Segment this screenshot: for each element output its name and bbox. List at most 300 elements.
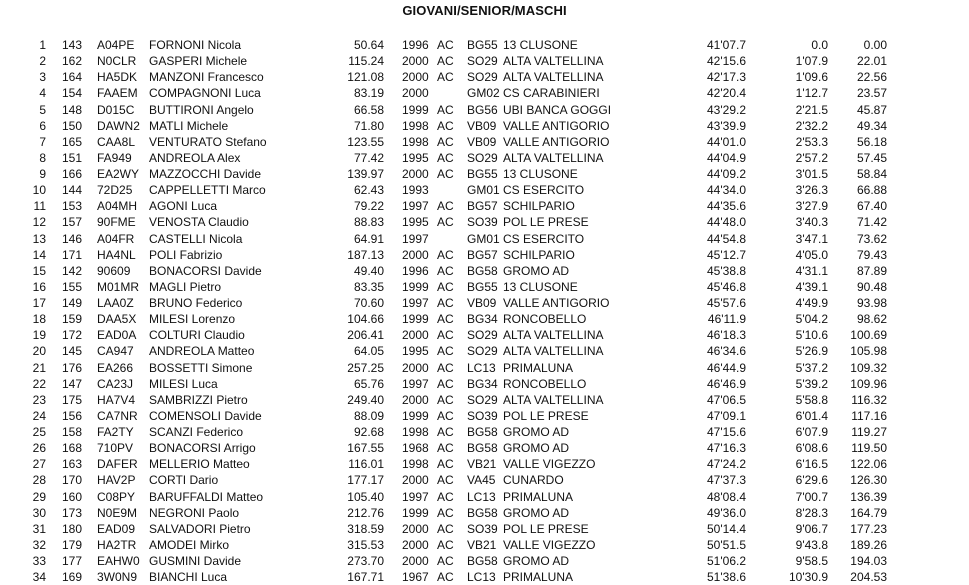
bib-number-cell: 150 (61, 118, 82, 133)
fis-code-cell: FA949 (97, 150, 132, 165)
club-code-cell: GM01 (467, 231, 500, 246)
gap-cell: 5'26.9 (795, 344, 828, 359)
gap-cell: 3'47.1 (795, 231, 828, 246)
table-row (0, 198, 969, 214)
club-name-cell: GROMO AD (503, 441, 570, 456)
bib-number-cell: 177 (61, 554, 82, 568)
table-row (0, 392, 969, 408)
table-row (0, 521, 969, 537)
fis-code-cell: DAFER (97, 457, 138, 472)
bib-number-cell: 153 (61, 199, 82, 214)
category-cell: AC (437, 521, 454, 536)
fis-code-cell: HA4NL (97, 247, 136, 262)
bib-number-cell: 163 (61, 457, 82, 472)
points-cell: 121.08 (347, 70, 384, 85)
club-code-cell: GM01 (467, 183, 500, 198)
bib-number-cell: 170 (61, 473, 82, 488)
fis-code-cell: 72D25 (97, 183, 133, 198)
fis-code-cell: 3W0N9 (97, 570, 138, 585)
bib-number-cell: 172 (61, 328, 82, 343)
time-cell: 47'24.2 (707, 457, 746, 472)
table-row (0, 343, 969, 359)
results-table (0, 37, 969, 585)
fis-code-cell: CA23J (97, 376, 134, 391)
athlete-name-cell: BIANCHI Luca (149, 570, 228, 585)
bib-number-cell: 155 (61, 279, 82, 294)
club-name-cell: RONCOBELLO (503, 312, 587, 327)
points-cell: 212.76 (347, 505, 384, 520)
points-cell: 187.13 (347, 247, 384, 262)
time-cell: 46'11.9 (707, 312, 746, 327)
bib-number-cell: 151 (61, 150, 82, 165)
birth-year-cell: 1997 (402, 296, 429, 310)
bib-number-cell: 143 (61, 38, 82, 52)
time-cell: 49'36.0 (707, 505, 746, 520)
club-name-cell: VALLE ANTIGORIO (503, 118, 610, 133)
club-code-cell: BG58 (467, 441, 498, 456)
time-cell: 44'54.8 (707, 231, 746, 246)
points-cell: 257.25 (347, 360, 384, 375)
gap-cell: 9'58.5 (795, 554, 828, 568)
fis-code-cell: 90609 (97, 263, 131, 278)
fis-code-cell: EAD0A (97, 328, 137, 343)
gap-points-cell: 189.26 (850, 537, 887, 552)
category-cell: AC (437, 408, 454, 423)
club-name-cell: VALLE ANTIGORIO (503, 296, 610, 310)
club-code-cell: LC13 (467, 570, 496, 585)
gap-points-cell: 56.18 (856, 134, 887, 149)
athlete-name-cell: AGONI Luca (149, 199, 218, 214)
bib-number-cell: 164 (61, 70, 82, 85)
gap-cell: 6'07.9 (795, 425, 828, 439)
bib-number-cell: 158 (61, 425, 82, 439)
birth-year-cell: 1999 (402, 279, 429, 294)
athlete-name-cell: BARUFFALDI Matteo (149, 489, 264, 504)
gap-cell: 6'01.4 (795, 408, 828, 423)
category-cell: AC (437, 537, 454, 552)
club-name-cell: ALTA VALTELLINA (503, 70, 604, 85)
time-cell: 44'09.2 (707, 167, 746, 181)
club-name-cell: ALTA VALTELLINA (503, 344, 604, 359)
gap-cell: 2'57.2 (795, 150, 828, 165)
gap-cell: 6'08.6 (795, 441, 828, 456)
gap-cell: 4'39.1 (795, 279, 828, 294)
fis-code-cell: HA7V4 (97, 392, 136, 407)
bib-number-cell: 162 (61, 54, 82, 69)
fis-code-cell: EAHW0 (97, 554, 140, 568)
gap-points-cell: 119.50 (851, 441, 887, 456)
category-cell: AC (437, 570, 454, 585)
club-code-cell: BG56 (467, 102, 498, 117)
bib-number-cell: 147 (61, 376, 82, 391)
position-cell: 34 (32, 570, 46, 585)
gap-cell: 4'31.1 (795, 263, 828, 278)
fis-code-cell: N0E9M (97, 505, 138, 520)
time-cell: 46'34.6 (707, 344, 746, 359)
bib-number-cell: 154 (61, 86, 82, 101)
points-cell: 249.40 (347, 392, 384, 407)
category-cell: AC (437, 167, 454, 181)
birth-year-cell: 2000 (402, 554, 429, 568)
gap-points-cell: 105.98 (850, 344, 887, 359)
time-cell: 48'08.4 (707, 489, 746, 504)
club-name-cell: CS ESERCITO (503, 231, 585, 246)
fis-code-cell: LAA0Z (97, 296, 134, 310)
category-cell: AC (437, 199, 454, 214)
birth-year-cell: 2000 (402, 473, 429, 488)
gap-points-cell: 49.34 (856, 118, 887, 133)
birth-year-cell: 1997 (402, 489, 429, 504)
gap-points-cell: 0.00 (863, 38, 887, 52)
fis-code-cell: DAWN2 (97, 118, 140, 133)
birth-year-cell: 1999 (402, 312, 429, 327)
bib-number-cell: 169 (61, 570, 82, 585)
birth-year-cell: 2000 (402, 86, 429, 101)
table-row (0, 182, 969, 198)
table-row (0, 311, 969, 327)
category-cell: AC (437, 279, 454, 294)
points-cell: 273.70 (347, 554, 384, 568)
club-name-cell: ALTA VALTELLINA (503, 54, 604, 69)
athlete-name-cell: CORTI Dario (149, 473, 219, 488)
birth-year-cell: 1998 (402, 425, 429, 439)
position-cell: 27 (32, 457, 46, 472)
position-cell: 4 (39, 86, 46, 101)
club-name-cell: GROMO AD (503, 425, 570, 439)
gap-points-cell: 204.53 (850, 570, 887, 585)
category-cell: AC (437, 457, 454, 472)
category-cell: AC (437, 70, 454, 85)
gap-points-cell: 90.48 (856, 279, 887, 294)
athlete-name-cell: VENTURATO Stefano (149, 134, 267, 149)
category-cell: AC (437, 376, 454, 391)
time-cell: 44'01.0 (707, 134, 746, 149)
bib-number-cell: 160 (61, 489, 82, 504)
athlete-name-cell: MAZZOCCHI Davide (149, 167, 262, 181)
gap-cell: 0.0 (811, 38, 828, 52)
club-code-cell: SO29 (467, 392, 498, 407)
table-row (0, 134, 969, 150)
athlete-name-cell: NEGRONI Paolo (149, 505, 240, 520)
birth-year-cell: 2000 (402, 54, 429, 69)
birth-year-cell: 1997 (402, 231, 429, 246)
time-cell: 43'39.9 (707, 118, 746, 133)
fis-code-cell: CAA8L (97, 134, 136, 149)
club-name-cell: ALTA VALTELLINA (503, 150, 604, 165)
athlete-name-cell: GUSMINI Davide (149, 554, 242, 568)
category-cell: AC (437, 296, 454, 310)
birth-year-cell: 1997 (402, 376, 429, 391)
bib-number-cell: 175 (61, 392, 82, 407)
club-code-cell: BG58 (467, 425, 498, 439)
gap-cell: 3'26.3 (795, 183, 828, 198)
gap-cell: 2'21.5 (795, 102, 828, 117)
points-cell: 167.71 (347, 570, 384, 585)
points-cell: 64.05 (353, 344, 384, 359)
table-row (0, 456, 969, 472)
time-cell: 51'38.6 (707, 570, 746, 585)
position-cell: 1 (39, 38, 46, 52)
time-cell: 42'20.4 (707, 86, 746, 101)
time-cell: 46'18.3 (707, 328, 746, 343)
time-cell: 44'48.0 (707, 215, 746, 230)
points-cell: 206.41 (347, 328, 384, 343)
points-cell: 177.17 (347, 473, 384, 488)
points-cell: 115.24 (348, 54, 384, 69)
position-cell: 22 (32, 376, 46, 391)
gap-points-cell: 66.88 (856, 183, 887, 198)
points-cell: 64.91 (353, 231, 384, 246)
gap-cell: 4'05.0 (795, 247, 828, 262)
bib-number-cell: 148 (61, 102, 82, 117)
category-cell: AC (437, 215, 454, 230)
position-cell: 18 (32, 312, 46, 327)
gap-points-cell: 57.45 (856, 150, 887, 165)
gap-points-cell: 136.39 (850, 489, 887, 504)
gap-cell: 2'32.2 (795, 118, 828, 133)
fis-code-cell: N0CLR (97, 54, 137, 69)
gap-cell: 10'30.9 (789, 570, 828, 585)
fis-code-cell: C08PY (97, 489, 136, 504)
gap-points-cell: 126.30 (850, 473, 887, 488)
category-cell: AC (437, 134, 454, 149)
category-cell: AC (437, 473, 454, 488)
gap-points-cell: 122.06 (850, 457, 887, 472)
time-cell: 50'14.4 (707, 521, 746, 536)
points-cell: 318.59 (347, 521, 384, 536)
table-row (0, 472, 969, 488)
points-cell: 123.55 (347, 134, 384, 149)
club-name-cell: UBI BANCA GOGGI (503, 102, 612, 117)
gap-points-cell: 119.27 (851, 425, 887, 439)
club-name-cell: SCHILPARIO (503, 199, 575, 214)
gap-points-cell: 87.89 (856, 263, 887, 278)
time-cell: 45'38.8 (707, 263, 746, 278)
position-cell: 11 (33, 199, 46, 214)
position-cell: 33 (32, 554, 46, 568)
category-cell: AC (437, 263, 454, 278)
athlete-name-cell: BRUNO Federico (149, 296, 243, 310)
bib-number-cell: 145 (61, 344, 82, 359)
gap-cell: 1'07.9 (795, 54, 828, 69)
club-name-cell: GROMO AD (503, 554, 570, 568)
time-cell: 46'44.9 (707, 360, 746, 375)
club-code-cell: BG58 (467, 505, 498, 520)
club-code-cell: SO29 (467, 150, 498, 165)
position-cell: 31 (32, 521, 46, 536)
gap-cell: 5'39.2 (795, 376, 828, 391)
birth-year-cell: 1995 (402, 150, 429, 165)
table-row (0, 231, 969, 247)
gap-points-cell: 67.40 (856, 199, 887, 214)
club-code-cell: BG57 (467, 199, 498, 214)
points-cell: 104.66 (347, 312, 384, 327)
athlete-name-cell: COLTURI Claudio (149, 328, 245, 343)
time-cell: 51'06.2 (707, 554, 746, 568)
gap-points-cell: 58.84 (856, 167, 887, 181)
birth-year-cell: 1998 (402, 118, 429, 133)
gap-points-cell: 73.62 (856, 231, 887, 246)
birth-year-cell: 2000 (402, 70, 429, 85)
table-row (0, 85, 969, 101)
club-code-cell: BG55 (467, 38, 498, 52)
bib-number-cell: 166 (61, 167, 82, 181)
position-cell: 25 (32, 425, 46, 439)
fis-code-cell: CA7NR (97, 408, 138, 423)
table-row (0, 327, 969, 343)
position-cell: 8 (39, 150, 46, 165)
club-code-cell: GM02 (467, 86, 500, 101)
club-name-cell: VALLE VIGEZZO (503, 537, 596, 552)
club-code-cell: SO29 (467, 344, 498, 359)
table-row (0, 37, 969, 53)
birth-year-cell: 1995 (402, 215, 429, 230)
birth-year-cell: 1967 (402, 570, 429, 585)
time-cell: 47'15.6 (707, 425, 746, 439)
points-cell: 88.09 (353, 408, 384, 423)
position-cell: 24 (32, 408, 46, 423)
gap-points-cell: 177.23 (850, 521, 887, 536)
birth-year-cell: 2000 (402, 392, 429, 407)
time-cell: 45'12.7 (707, 247, 746, 262)
table-row (0, 279, 969, 295)
club-name-cell: GROMO AD (503, 263, 570, 278)
athlete-name-cell: CAPPELLETTI Marco (149, 183, 266, 198)
points-cell: 83.35 (353, 279, 384, 294)
points-cell: 65.76 (353, 376, 384, 391)
category-cell: AC (437, 150, 454, 165)
athlete-name-cell: BONACORSI Davide (149, 263, 262, 278)
gap-cell: 9'43.8 (795, 537, 828, 552)
position-cell: 9 (39, 167, 46, 181)
gap-cell: 3'01.5 (795, 167, 828, 181)
table-row (0, 440, 969, 456)
athlete-name-cell: MANZONI Francesco (149, 70, 264, 85)
club-code-cell: BG34 (467, 312, 498, 327)
position-cell: 3 (39, 70, 46, 85)
club-name-cell: 13 CLUSONE (503, 167, 578, 181)
gap-points-cell: 93.98 (856, 296, 887, 310)
time-cell: 45'57.6 (707, 296, 746, 310)
club-code-cell: BG55 (467, 279, 498, 294)
club-code-cell: BG58 (467, 554, 498, 568)
category-cell: AC (437, 392, 454, 407)
gap-cell: 9'06.7 (795, 521, 828, 536)
gap-points-cell: 109.96 (850, 376, 887, 391)
club-code-cell: VB09 (467, 134, 497, 149)
position-cell: 14 (32, 247, 46, 262)
club-code-cell: LC13 (467, 489, 496, 504)
gap-points-cell: 22.01 (856, 54, 887, 69)
athlete-name-cell: AMODEI Mirko (149, 537, 230, 552)
gap-cell: 5'10.6 (795, 328, 828, 343)
category-cell: AC (437, 344, 454, 359)
category-cell: AC (437, 489, 454, 504)
gap-cell: 6'29.6 (795, 473, 828, 488)
club-code-cell: BG57 (467, 247, 498, 262)
category-cell: AC (437, 360, 454, 375)
birth-year-cell: 2000 (402, 521, 429, 536)
fis-code-cell: HA5DK (97, 70, 138, 85)
fis-code-cell: FA2TY (97, 425, 134, 439)
athlete-name-cell: MELLERIO Matteo (149, 457, 250, 472)
athlete-name-cell: CASTELLI Nicola (149, 231, 243, 246)
gap-cell: 3'27.9 (795, 199, 828, 214)
time-cell: 46'46.9 (707, 376, 746, 391)
table-row (0, 489, 969, 505)
points-cell: 79.22 (353, 199, 384, 214)
position-cell: 30 (32, 505, 46, 520)
fis-code-cell: A04PE (97, 38, 135, 52)
points-cell: 83.19 (353, 86, 384, 101)
points-cell: 70.60 (353, 296, 384, 310)
table-row (0, 263, 969, 279)
birth-year-cell: 1968 (402, 441, 429, 456)
birth-year-cell: 2000 (402, 247, 429, 262)
athlete-name-cell: FORNONI Nicola (149, 38, 242, 52)
birth-year-cell: 2000 (402, 537, 429, 552)
bib-number-cell: 176 (61, 360, 82, 375)
bib-number-cell: 180 (61, 521, 82, 536)
position-cell: 32 (32, 537, 46, 552)
table-row (0, 69, 969, 85)
club-code-cell: BG58 (467, 263, 498, 278)
time-cell: 43'29.2 (707, 102, 746, 117)
position-cell: 15 (32, 263, 46, 278)
table-row (0, 150, 969, 166)
points-cell: 105.40 (347, 489, 384, 504)
gap-cell: 7'00.7 (795, 489, 828, 504)
birth-year-cell: 1999 (402, 505, 429, 520)
category-cell: AC (437, 505, 454, 520)
time-cell: 42'15.6 (707, 54, 746, 69)
club-code-cell: VB09 (467, 296, 497, 310)
athlete-name-cell: BONACORSI Arrigo (149, 441, 256, 456)
birth-year-cell: 1999 (402, 102, 429, 117)
club-name-cell: POL LE PRESE (503, 215, 589, 230)
athlete-name-cell: MAGLI Pietro (149, 279, 222, 294)
table-row (0, 102, 969, 118)
club-code-cell: VA45 (467, 473, 496, 488)
club-name-cell: CS ESERCITO (503, 183, 585, 198)
points-cell: 77.42 (353, 150, 384, 165)
athlete-name-cell: COMENSOLI Davide (149, 408, 262, 423)
fis-code-cell: HA2TR (97, 537, 137, 552)
club-name-cell: CS CARABINIERI (503, 86, 600, 101)
gap-cell: 5'37.2 (795, 360, 828, 375)
position-cell: 20 (32, 344, 46, 359)
time-cell: 47'16.3 (707, 441, 746, 456)
bib-number-cell: 146 (61, 231, 82, 246)
fis-code-cell: FAAEM (97, 86, 138, 101)
gap-points-cell: 117.16 (851, 408, 887, 423)
position-cell: 2 (39, 54, 46, 69)
fis-code-cell: EAD09 (97, 521, 136, 536)
bib-number-cell: 171 (61, 247, 82, 262)
category-cell: AC (437, 328, 454, 343)
table-row (0, 295, 969, 311)
birth-year-cell: 1995 (402, 344, 429, 359)
category-cell: AC (437, 312, 454, 327)
athlete-name-cell: MILESI Lorenzo (149, 312, 236, 327)
category-cell: AC (437, 118, 454, 133)
birth-year-cell: 1998 (402, 457, 429, 472)
birth-year-cell: 2000 (402, 328, 429, 343)
birth-year-cell: 1993 (402, 183, 429, 198)
athlete-name-cell: ANDREOLA Alex (149, 150, 241, 165)
table-row (0, 360, 969, 376)
fis-code-cell: M01MR (97, 279, 140, 294)
